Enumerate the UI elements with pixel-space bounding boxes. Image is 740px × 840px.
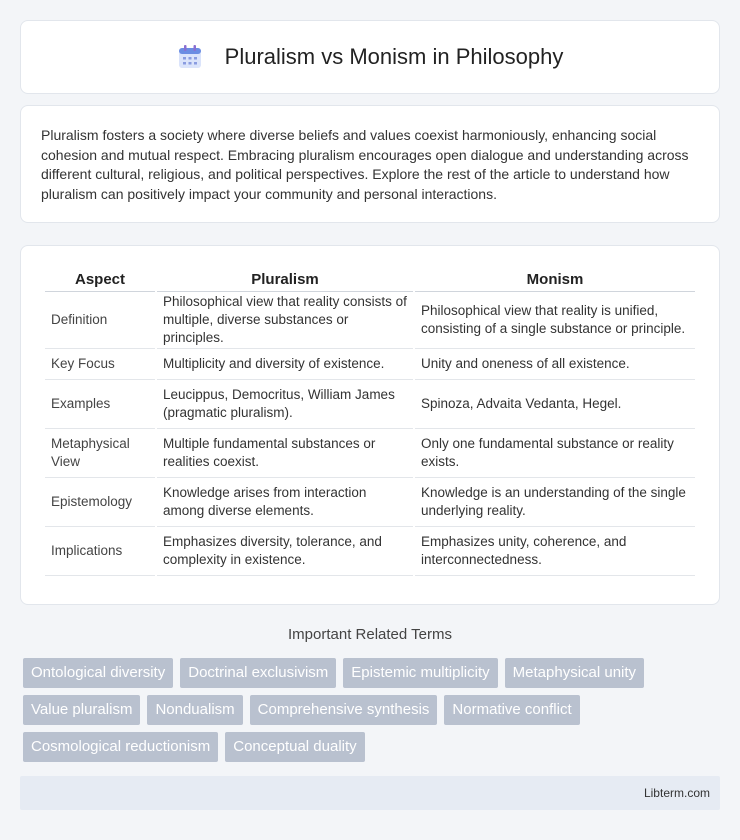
table-row	[45, 380, 695, 429]
page-title: Pluralism vs Monism in Philosophy	[224, 44, 564, 69]
related-term-tag[interactable]: Epistemic multiplicity	[343, 658, 497, 688]
table-row	[45, 429, 695, 478]
footer	[20, 776, 720, 810]
table-header-row	[45, 266, 695, 292]
related-term-tag[interactable]: Comprehensive synthesis	[250, 695, 438, 725]
aspect-cell: Key Focus	[45, 349, 155, 380]
calendar-icon	[177, 44, 203, 70]
comparison-table-card	[20, 245, 720, 605]
related-term-tag[interactable]: Metaphysical unity	[505, 658, 644, 688]
column-header: Pluralism	[157, 266, 413, 292]
pluralism-cell: Philosophical view that reality consists of multiple, diverse substances or principles.	[157, 292, 413, 349]
related-term-tag[interactable]: Doctrinal exclusivism	[180, 658, 336, 688]
table-row	[45, 292, 695, 349]
table-row	[45, 527, 695, 576]
column-header: Monism	[415, 266, 695, 292]
aspect-cell: Implications	[45, 527, 155, 576]
aspect-cell: Definition	[45, 292, 155, 349]
related-term-tag[interactable]: Conceptual duality	[225, 732, 364, 762]
related-term-tag[interactable]: Cosmological reductionism	[23, 732, 218, 762]
pluralism-cell: Multiplicity and diversity of existence.	[157, 349, 413, 380]
monism-cell: Unity and oneness of all existence.	[415, 349, 695, 380]
column-header: Aspect	[45, 266, 155, 292]
related-term-tag[interactable]: Ontological diversity	[23, 658, 173, 688]
related-terms-title: Important Related Terms	[288, 626, 452, 643]
header-card	[20, 20, 720, 94]
pluralism-cell: Knowledge arises from interaction among diverse elements.	[157, 478, 413, 527]
monism-cell: Only one fundamental substance or reality exists.	[415, 429, 695, 478]
aspect-cell: Examples	[45, 380, 155, 429]
related-term-tag[interactable]: Nondualism	[147, 695, 242, 725]
footer-site-link[interactable]: Libterm.com	[643, 786, 710, 800]
intro-text: Pluralism fosters a society where diverse beliefs and values coexist harmoniously, enhancing social cohesion and mutual respect. Embracing pluralism encourages open dialogue and understanding across different cultural, religious, and political perspectives. Explore the rest of the article to understand how pluralism can positively impact your community and personal interactions.	[41, 127, 689, 202]
monism-cell: Spinoza, Advaita Vedanta, Hegel.	[415, 380, 695, 429]
pluralism-cell: Multiple fundamental substances or realities coexist.	[157, 429, 413, 478]
related-term-tag[interactable]: Value pluralism	[23, 695, 140, 725]
pluralism-cell: Emphasizes diversity, tolerance, and complexity in existence.	[157, 527, 413, 576]
aspect-cell: Epistemology	[45, 478, 155, 527]
monism-cell: Knowledge is an understanding of the single underlying reality.	[415, 478, 695, 527]
related-term-tag[interactable]: Normative conflict	[444, 695, 579, 725]
comparison-table	[43, 266, 697, 576]
intro-card	[20, 105, 720, 223]
pluralism-cell: Leucippus, Democritus, William James (pragmatic pluralism).	[157, 380, 413, 429]
monism-cell: Philosophical view that reality is unified, consisting of a single substance or principle.	[415, 292, 695, 349]
related-terms-list	[23, 658, 723, 762]
table-row	[45, 349, 695, 380]
aspect-cell: Metaphysical View	[45, 429, 155, 478]
monism-cell: Emphasizes unity, coherence, and interconnectedness.	[415, 527, 695, 576]
table-row	[45, 478, 695, 527]
